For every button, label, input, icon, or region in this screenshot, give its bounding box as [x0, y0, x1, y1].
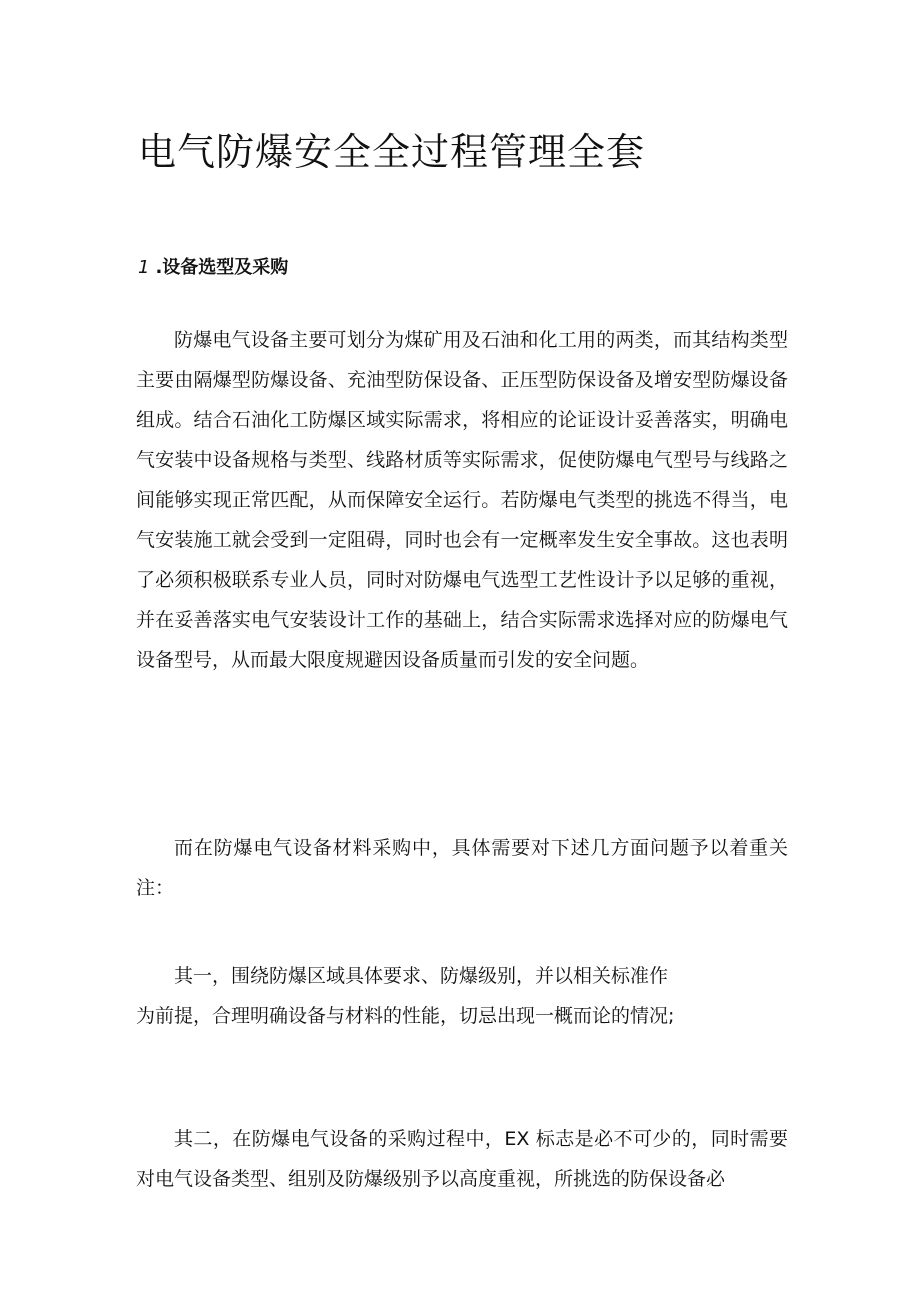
paragraph-point-one — [136, 956, 788, 1036]
point-one-line-1: 其一，围绕防爆区域具体要求、防爆级别，并以相关标准作 — [174, 965, 669, 987]
paragraph-point-two: 其二，在防爆电气设备的采购过程中，EX 标志是必不可少的，同时需要对电气设备类型、组别及防爆级别予以高度重视，所挑选的防保设备必 — [136, 1128, 788, 1190]
section-heading-text: .设备选型及采购 — [155, 257, 289, 278]
point-one-line-2: 为前提，合理明确设备与材料的性能，切忌出现一概而论的情况; — [136, 1005, 675, 1027]
paragraph-equipment-types: 防爆电气设备主要可划分为煤矿用及石油和化工用的两类，而其结构类型主要由隔爆型防爆设备、充油型防保设备、正压型防保设备及增安型防爆设备组成。结合石油化工防爆区域实际需求，将相应的论证设计妥善落实，明确电气安装中设备规格与类型、线路材质等实际需求，促使防爆电气型号与线路之间能够实现正常匹配，从而保障安全运行。若防爆电气类型的挑选不得当，电气安装施工就会受到一定阻碍，同时也会有一定概率发生安全事故。这也表明了必须积极联系专业人员，同时对防爆电气选型工艺性设计予以足够的重视，并在妥善落实电气安装设计工作的基础上，结合实际需求选择对应的防爆电气设备型号，从而最大限度规避因设备质量而引发的安全问题。 — [136, 329, 788, 671]
document-title: 电气防爆安全全过程管理全套 — [138, 130, 646, 174]
section-heading — [138, 255, 288, 281]
section-number: 1 — [138, 257, 150, 278]
paragraph-procurement-intro: 而在防爆电气设备材料采购中，具体需要对下述几方面问题予以着重关注： — [136, 837, 788, 899]
